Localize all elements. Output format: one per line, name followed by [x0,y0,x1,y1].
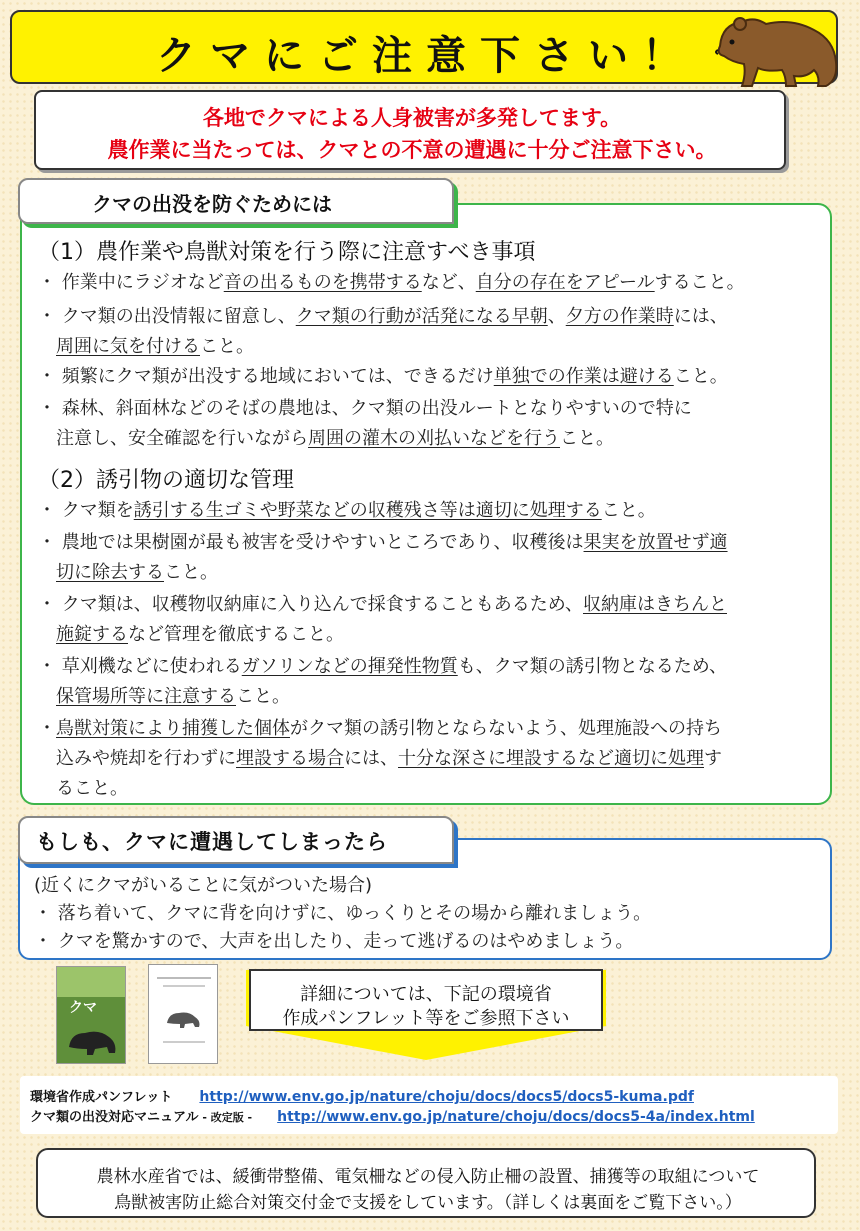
pamphlet-cover-image [56,966,126,1064]
support-line-1: 農林水産省では、緩衝帯整備、電気柵などの侵入防止柵の設置、捕獲等の取組について [96,1167,760,1187]
manual-cover-image [148,964,218,1064]
list-item: ・ 落ち着いて、クマに背を向けずに、ゆっくりとその場から離れましょう。 [34,903,652,924]
section-heading-encounter: もしも、クマに遭遇してしまったら [18,816,454,864]
list-item-cont: 切に除去すること。 [56,562,218,583]
list-item: ・ クマ類を誘引する生ゴミや野菜などの収穫残さ等は適切に処理すること。 [38,500,656,521]
warning-line-2: 農作業に当たっては、クマとの不意の遭遇に十分ご注意下さい。 [107,138,717,162]
reference-row [30,1106,755,1125]
reference-links [20,1076,838,1134]
bear-silhouette-icon [165,1007,203,1029]
list-item: ・ 草刈機などに使われるガソリンなどの揮発性物質も、クマ類の誘引物となるため、 [38,656,728,677]
list-item: ・鳥獣対策により捕獲した個体がクマ類の誘引物とならないよう、処理施設への持ち [38,718,722,739]
list-item: ・ 頻繁にクマ類が出没する地域においては、できるだけ単独での作業は避けること。 [38,366,728,387]
list-item-cont: ること。 [56,778,128,799]
list-item-cont: 保管場所等に注意すること。 [56,686,290,707]
prevention-section [20,203,832,805]
list-item-cont: 施錠するなど管理を徹底すること。 [56,624,344,645]
section-heading-prevention: クマの出没を防ぐためには [18,178,454,224]
encounter-note: (近くにクマがいることに気がついた場合) [34,875,373,896]
reference-link[interactable]: http://www.env.go.jp/nature/choju/docs/docs5-4a/index.html [277,1109,755,1125]
subheading-1: （1）農作業や鳥獣対策を行う際に注意すべき事項 [38,240,536,265]
support-info-box [36,1148,816,1218]
list-item-cont: 込みや焼却を行わずに埋設する場合には、十分な深さに埋設するなど適切に処理す [56,748,722,769]
warning-box [34,90,786,170]
callout-line-2: 作成パンフレット等をご参照下さい [282,1008,570,1029]
pamphlet-cover-text: クマ [69,1000,97,1016]
list-item: ・ クマを驚かすので、大声を出したり、走って逃げるのはやめましょう。 [34,931,634,952]
reference-link[interactable]: http://www.env.go.jp/nature/choju/docs/docs5/docs5-kuma.pdf [199,1089,694,1105]
support-line-2: 鳥獣被害防止総合対策交付金で支援をしています。（詳しくは裏面をご覧下さい。） [114,1193,742,1213]
reference-row [30,1086,694,1105]
warning-line-1: 各地でクマによる人身被害が多発してます。 [202,106,622,130]
subheading-2: （2）誘引物の適切な管理 [38,468,294,493]
bear-silhouette-icon [65,1023,119,1057]
list-item: ・ 作業中にラジオなど音の出るものを携帯するなど、自分の存在をアピールすること。 [38,272,745,293]
bear-illustration [702,6,842,90]
page-title: クマにご注意下さい！ [156,33,696,79]
list-item: ・ クマ類の出没情報に留意し、クマ類の行動が活発になる早朝、夕方の作業時には、 [38,306,728,327]
list-item: ・ クマ類は、収穫物収納庫に入り込んで採食することもあるため、収納庫はきちんと [38,594,727,615]
callout-line-1: 詳細については、下記の環境省 [300,984,552,1005]
list-item-cont: 注意し、安全確認を行いながら周囲の灌木の刈払いなどを行うこと。 [56,428,614,449]
list-item-cont: 周囲に気を付けること。 [56,336,254,357]
list-item: ・ 森林、斜面林などのそばの農地は、クマ類の出没ルートとなりやすいので特に [38,398,692,419]
reference-label: 環境省作成パンフレット [30,1090,173,1105]
reference-label: クマ類の出没対応マニュアル [30,1110,199,1125]
reference-suffix: - 改定版 - [198,1111,253,1124]
list-item: ・ 農地では果樹園が最も被害を受けやすいところであり、収穫後は果実を放置せず適 [38,532,728,553]
